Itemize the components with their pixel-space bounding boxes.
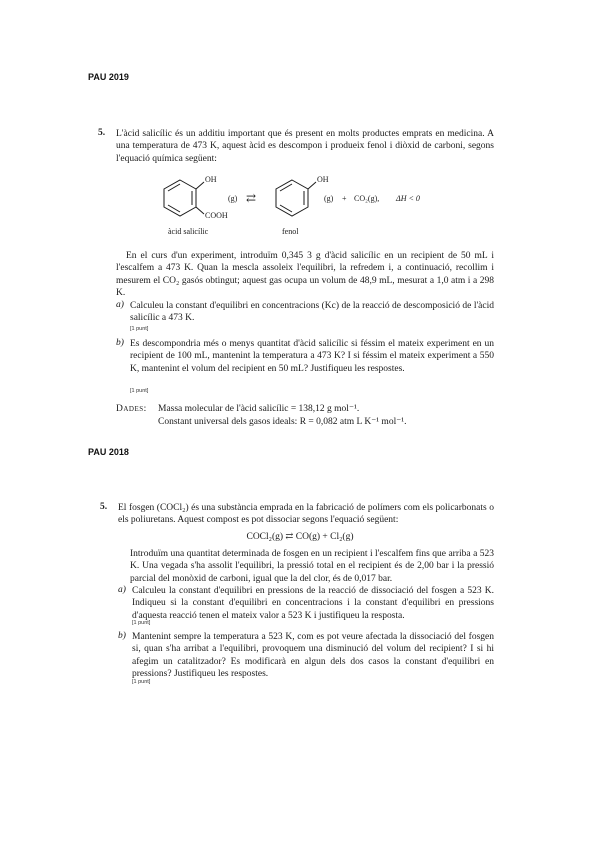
co2-label: CO₂(g), [354, 194, 380, 203]
experiment-paragraph-2019: En el curs d'un experiment, introduïm 0,345 3 g d'àcid salicílic en un recipient de 50 mL i l'escalfem a 473 K. Quan la mescla assoleix l'equilibri, la refredem i, a continuació, recollim i mesurem el CO₂ gasós obtingut; aquest gas ocupa un volum de 48,9 mL, mesurat a 1,0 atm i a 298 K. [116, 251, 494, 299]
reactant-name: àcid salicílic [168, 227, 209, 236]
dissociation-equation: COCl₂(g) ⇄ CO(g) + Cl₂(g) [246, 532, 354, 542]
question-intro-2018: El fosgen (COCl₂) és una substància emprada en la fabricació de polímers com els policarbonats o els poliuretans. Aquest compost es pot dissociar segons l'equació següent: [118, 503, 494, 526]
part-b-label-2019: b) [116, 338, 124, 348]
part-a-text-2019: Calculeu la constant d'equilibri en concentracions (Kc) de la reacció de descomposició de l'àcid salicílic a 473 K. [130, 301, 494, 324]
salicylic-acid-structure [164, 180, 204, 216]
data-line-2-2019: Constant universal dels gasos ideals: R = 0,082 atm L K⁻¹ mol⁻¹. [158, 417, 407, 427]
part-b-text-2019: Es descompondria més o menys quantitat d'àcid salicílic si féssim el mateix experiment en un recipient de 100 mL, mantenint la temperatura a 473 K? I si féssim el mateix experiment a 550 K, mantenint el volum del recipient en 50 mL? Justifiqueu les respostes. [130, 339, 494, 374]
question-intro-2019: L'àcid salicílic és un additiu important que és present en molts productes emprats en medicina. A una temperatura de 473 K, aquest àcid es descompon i produeix fenol i diòxid de carboni, segons l'equació química següent: [116, 129, 494, 164]
section-heading-2018: PAU 2018 [88, 447, 129, 457]
data-label-2019: Dades: [116, 404, 147, 414]
part-b-points-2018: [1 punt] [132, 679, 151, 685]
cooh-group-label: COOH [205, 211, 228, 220]
reaction-scheme [150, 168, 450, 238]
experiment-paragraph-2018: Introduïm una quantitat determinada de fosgen en un recipient i l'escalfem fins que arriba a 523 K. Una vegada s'ha assolit l'equilibri, la pressió total en el recipient és de 2,00 bar i la pressió parcial del monòxid de carboni, igual que la del clor, és de 0,017 bar. [130, 549, 494, 584]
question-number-2018: 5. [100, 502, 108, 512]
equilibrium-arrow: ⇄ [246, 191, 257, 205]
oh-group-label: OH [205, 175, 217, 184]
part-b-label-2018: b) [118, 631, 126, 641]
state-label-product: (g) [324, 194, 334, 203]
part-a-label-2018: a) [118, 585, 126, 595]
part-a-text-2018: Calculeu la constant d'equilibri en pressions de la reacció de dissociació del fosgen a 523 K. Indiqueu si la constant d'equilibri en concentracions i la constant d'equilibri en pressions d'aquesta reacció tenen el mateix valor a 523 K i justifiqueu la resposta. [132, 586, 494, 621]
part-b-text-2018: Mantenint sempre la temperatura a 523 K, com es pot veure afectada la dissociació del fosgen si, quan s'ha arribat a l'equilibri, provoquem una disminució del volum del recipient? I si hi afegim un catalitzador? Es modificarà en algun dels dos casos la constant d'equilibri en pressions? Justifiqueu les respostes. [132, 632, 494, 680]
part-a-points-2019: [1 punt] [130, 326, 149, 332]
section-heading-2019: PAU 2019 [88, 72, 129, 82]
part-a-label-2019: a) [116, 300, 124, 310]
question-number-2019: 5. [98, 128, 106, 138]
phenol-structure [276, 180, 316, 216]
state-label-reactant: (g) [228, 194, 238, 203]
plus-sign: + [342, 194, 347, 203]
enthalpy-label: ΔH < 0 [396, 194, 420, 203]
part-a-points-2018: [1 punt] [132, 620, 151, 626]
phenol-oh-label: OH [317, 175, 329, 184]
product-name: fenol [282, 227, 299, 236]
data-line-1-2019: Massa molecular de l'àcid salicílic = 138,12 g mol⁻¹. [158, 404, 360, 414]
part-b-points-2019: [1 punt] [130, 388, 149, 394]
